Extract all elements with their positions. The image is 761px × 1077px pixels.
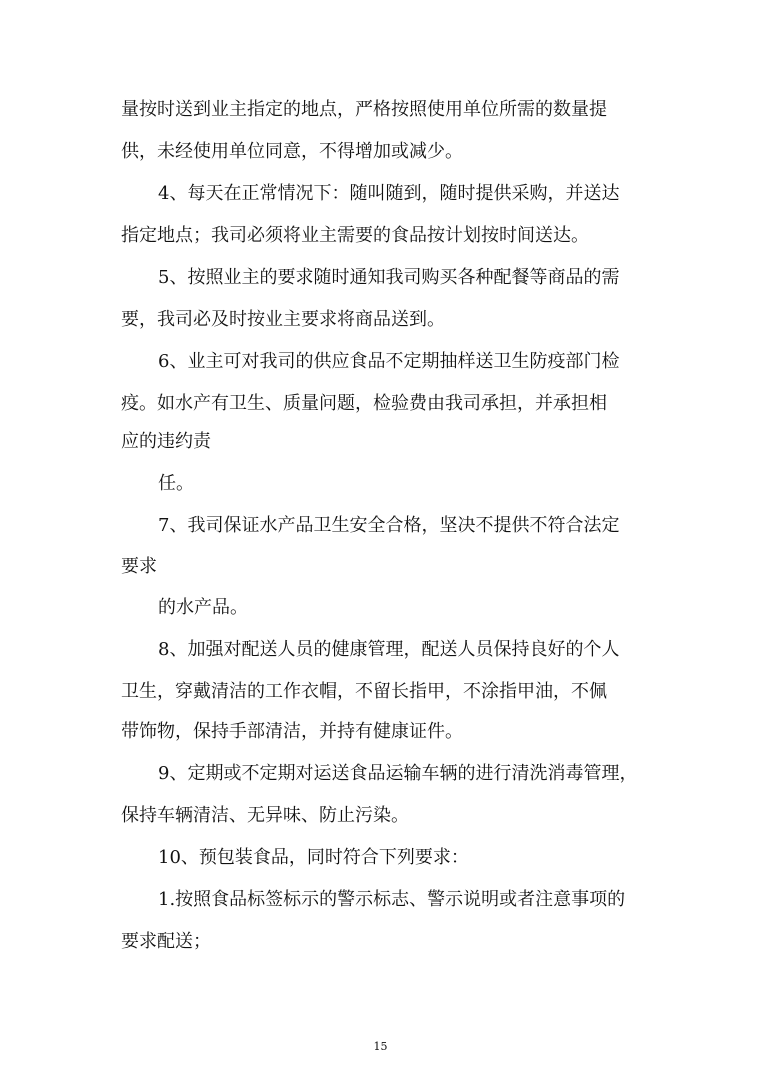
text-line: 卫生，穿戴清洁的工作衣帽，不留长指甲，不涂指甲油，不佩 <box>121 681 607 702</box>
text-line: 6、业主可对我司的供应食品不定期抽样送卫生防疫部门检 <box>158 351 620 372</box>
text-line: 疫。如水产有卫生、质量问题，检验费由我司承担，并承担相 <box>121 393 607 414</box>
text-line: 应的违约责 <box>121 431 211 452</box>
text-line: 8、加强对配送人员的健康管理，配送人员保持良好的个人 <box>158 639 620 660</box>
text-line: 要求 <box>121 556 157 577</box>
text-line: 4、每天在正常情况下：随叫随到，随时提供采购，并送达 <box>158 183 620 204</box>
text-line: 量按时送到业主指定的地点，严格按照使用单位所需的数量提 <box>121 99 607 120</box>
text-line: 任。 <box>158 473 194 494</box>
text-line: 5、按照业主的要求随时通知我司购买各种配餐等商品的需 <box>158 267 620 288</box>
text-line: 要，我司必及时按业主要求将商品送到。 <box>121 309 445 330</box>
page-number: 15 <box>373 1040 388 1053</box>
text-line: 的水产品。 <box>158 597 248 618</box>
text-line: 7、我司保证水产品卫生安全合格，坚决不提供不符合法定 <box>158 515 620 536</box>
text-line: 9、定期或不定期对运送食品运输车辆的进行清洗消毒管理， <box>158 763 638 784</box>
text-line: 保持车辆清洁、无异味、防止污染。 <box>121 805 409 826</box>
text-line: 1.按照食品标签标示的警示标志、警示说明或者注意事项的 <box>158 889 626 910</box>
text-line: 10、预包装食品，同时符合下列要求： <box>158 847 469 868</box>
text-line: 要求配送； <box>121 931 211 952</box>
text-line: 指定地点；我司必须将业主需要的食品按计划按时间送达。 <box>121 225 589 246</box>
text-line: 带饰物，保持手部清洁，并持有健康证件。 <box>121 721 463 742</box>
text-line: 供，未经使用单位同意，不得增加或减少。 <box>121 141 463 162</box>
